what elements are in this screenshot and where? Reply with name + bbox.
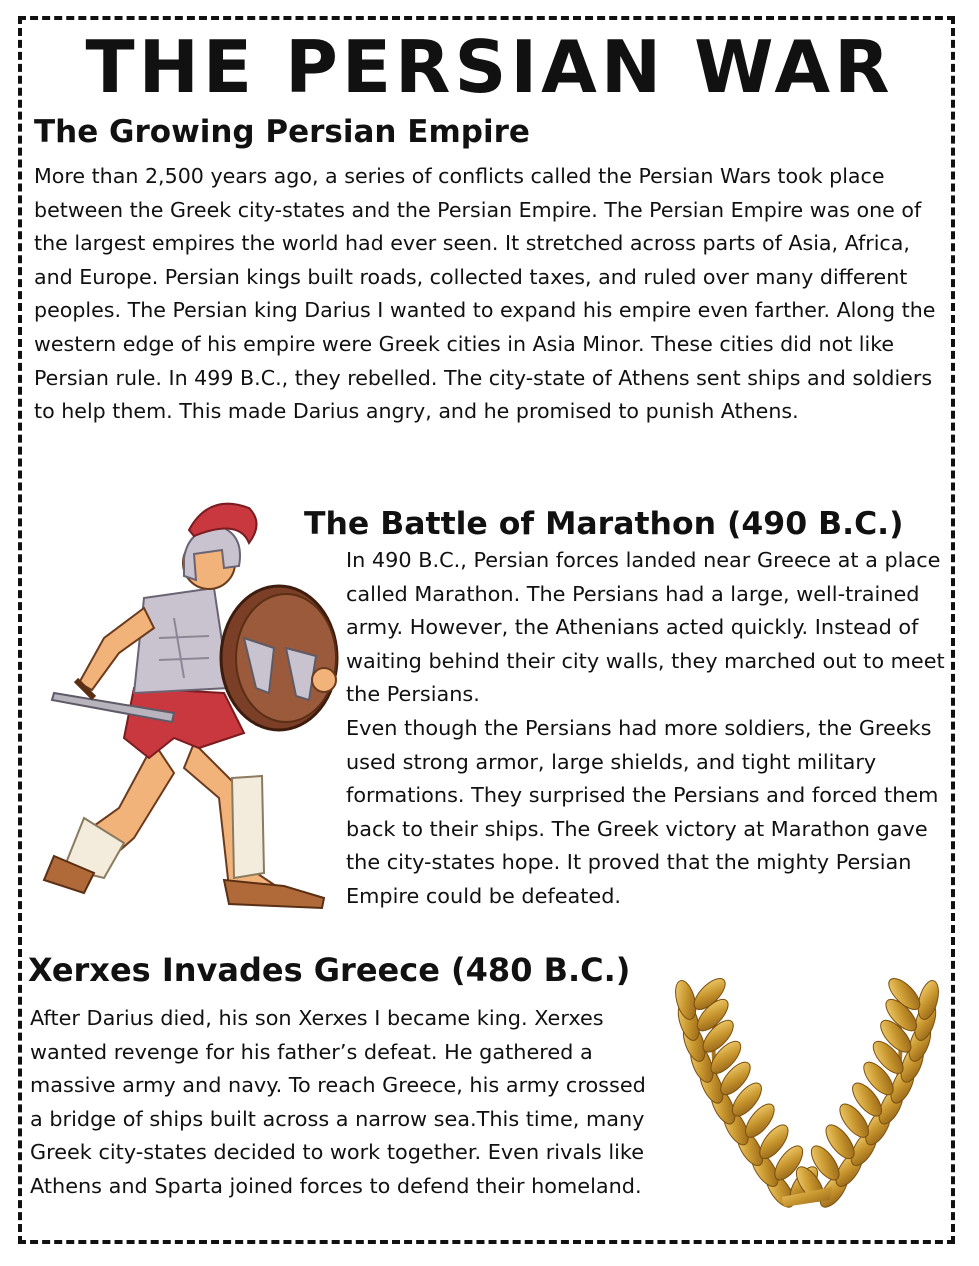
laurel-wreath-image bbox=[672, 962, 942, 1212]
section-body-growing-empire: More than 2,500 years ago, a series of conflicts called the Persian Wars took place between the Greek city-states and the Persian Empire. The Persian Empire was one of the largest empires the world had ever seen. It stretched across parts of Asia, Africa, and Europe. Persian kings built roads, collected taxes, and ruled over many different peoples. The Persian king Darius I wanted to expand his empire even farther. Along the western edge of his empire were Greek cities in Asia Minor. These cities did not like Persian rule. In 499 B.C., they rebelled. The city-state of Athens sent ships and soldiers to help them. This made Darius angry, and he promised to punish Athens. bbox=[34, 164, 936, 424]
section-heading-xerxes-invades: Xerxes Invades Greece (480 B.C.) bbox=[28, 951, 631, 989]
section-body-battle-of-marathon bbox=[346, 544, 946, 914]
marathon-paragraph-2: Even though the Persians had more soldiers, the Greeks used strong armor, large shields, and tight military formations. They surprised the Persians and forced them back to their ships. The Greek victory at Marathon gave the city-states hope. It proved that the mighty Persian Empire could be defeated. bbox=[346, 715, 939, 908]
section-heading-battle-of-marathon: The Battle of Marathon (490 B.C.) bbox=[304, 506, 904, 542]
section-heading-growing-empire: The Growing Persian Empire bbox=[34, 114, 530, 150]
marathon-paragraph-1: In 490 B.C., Persian forces landed near Greece at a place called Marathon. The Persians had a large, well-trained army. However, the Athenians acted quickly. Instead of waiting behind their city walls, they marched out to meet the Persians. bbox=[346, 548, 945, 707]
greek-soldier-image bbox=[24, 488, 344, 918]
page-title: THE PERSIAN WAR bbox=[85, 25, 894, 109]
section-body-xerxes-invades: After Darius died, his son Xerxes I became king. Xerxes wanted revenge for his father’s defeat. He gathered a massive army and navy. To reach Greece, his army crossed a bridge of ships built across a narrow sea.This time, many Greek city-states decided to work together. Even rivals like Athens and Sparta joined forces to defend their homeland. bbox=[30, 1006, 646, 1198]
